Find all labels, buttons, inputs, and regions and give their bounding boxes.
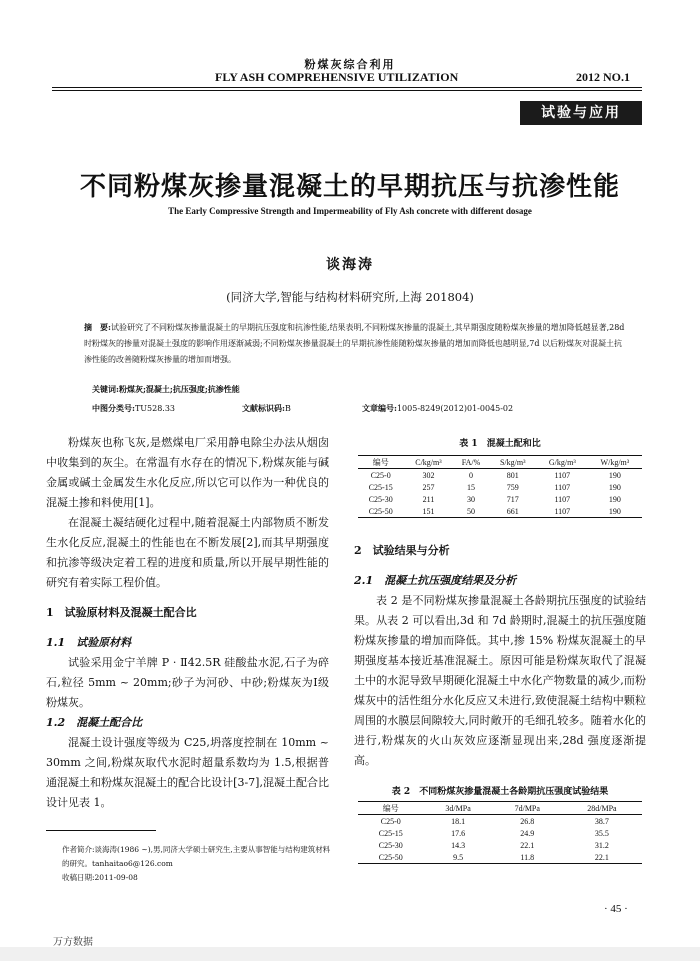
table-1-header-row (358, 456, 642, 469)
table-cell: 24.9 (520, 828, 535, 838)
table-cell: C25-0 (380, 816, 401, 826)
table-header-cell: 编号 (358, 802, 424, 815)
table-cell: C25-50 (358, 851, 424, 864)
page-number: · 45 · (604, 903, 628, 915)
journal-name-cn: 粉煤灰综合利用 (304, 58, 396, 71)
section-heading-1: 1 试验原材料及混凝土配合比 (46, 606, 197, 619)
abstract-label: 摘 要: (84, 322, 111, 332)
clc-label: 中图分类号: (92, 403, 135, 413)
table-header-cell: FA/% (453, 456, 488, 469)
table-cell: C25-30 (368, 494, 393, 504)
table-1 (358, 455, 642, 518)
table-1-caption: 表 1 混凝土配和比 (459, 439, 541, 449)
table-cell: 302 (422, 470, 435, 480)
table-row (358, 493, 642, 505)
table-cell: 31.2 (594, 840, 609, 850)
subsection-heading-1-1: 1.1 试验原材料 (46, 636, 132, 649)
table-row (358, 469, 642, 482)
table-header-cell: 28d/MPa (562, 802, 642, 815)
table-header-cell: C/kg/m³ (403, 456, 453, 469)
paragraph-materials: 试验采用金宁羊牌 P · Ⅱ42.5R 硅酸盐水泥,石子为碎石,粒径 5mm ~ 20mm;砂子为河砂、中砂;粉煤灰为Ⅰ级粉煤灰。 (46, 656, 329, 709)
table-cell: C25-0 (370, 470, 391, 480)
table-cell: 1107 (554, 470, 571, 480)
table-cell: 26.8 (520, 816, 535, 826)
footnote (62, 843, 332, 885)
section-label: 试验与应用 (520, 101, 642, 125)
table-1-body (358, 469, 642, 518)
table-cell: 22.1 (520, 840, 535, 850)
paragraph-results: 表 2 是不同粉煤灰掺量混凝土各龄期抗压强度的试验结果。从表 2 可以看出,3d 和 7d 龄期时,混凝土的抗压强度随粉煤灰掺量的增加而降低。其中,掺 15% 粉煤灰混凝土的早期强度基本接近基准混凝土。原因可能是粉煤灰取代了混凝土中的水泥导致早期硬化混凝土中水化产物数量的减少,而粉煤灰中的活性组分水化反应又未进行,致使混凝土结构中颗粒周围的水膜层间隙较大,同时敞开的毛细孔较多。随着水化的进行,粉煤灰的火山灰效应逐渐显现出来,28d 强度逐渐提高。 (354, 594, 646, 767)
table-header-cell: S/kg/m³ (489, 456, 537, 469)
paper-title: 不同粉煤灰掺量混凝土的早期抗压与抗渗性能 (79, 172, 620, 202)
doc-code-label: 文献标识码: (242, 403, 285, 413)
table-cell: 190 (608, 482, 621, 492)
affiliation: (同济大学,智能与结构材料研究所,上海 201804) (226, 290, 474, 304)
table-cell: 211 (422, 494, 435, 504)
table-cell: 759 (506, 482, 519, 492)
keywords-label: 关键词: (92, 384, 119, 394)
table-cell: 14.3 (451, 840, 466, 850)
table-cell: 190 (588, 505, 642, 518)
table-cell: 9.5 (424, 851, 493, 864)
footnote-rule (46, 830, 156, 831)
table-cell: 1107 (554, 494, 571, 504)
abstract-text: 试验研究了不同粉煤灰掺量混凝土的早期抗压强度和抗渗性能,结果表明,不同粉煤灰掺量的混凝土,其早期强度随粉煤灰掺量的增加降低越显著,28d 时粉煤灰的掺量对混凝土强度的影响作用逐渐减弱;不同粉煤灰掺量混凝土的早期抗渗性能随粉煤灰掺量的增加而降低也越明显,7d 以后粉煤灰对混凝土抗渗性能的改善随粉煤灰掺量的增加而增强。 (84, 323, 625, 364)
header-rule (52, 87, 642, 88)
subsection-heading-1-2: 1.2 混凝土配合比 (46, 716, 143, 729)
table-cell: 0 (469, 470, 474, 480)
table-cell: 18.1 (451, 816, 466, 826)
header-rule-thin (52, 90, 642, 91)
table-row (358, 505, 642, 518)
scan-margin (0, 947, 700, 961)
table-cell: 35.5 (594, 828, 609, 838)
table-cell: 257 (422, 482, 435, 492)
keywords-text: 粉煤灰;混凝土;抗压强度;抗渗性能 (118, 384, 240, 394)
paragraph-intro: 粉煤灰也称飞灰,是燃煤电厂采用静电除尘办法从烟囱中收集到的灰尘。在常温有水存在的情况下,粉煤灰能与碱金属或碱土金属发生水化反应,所以它可以作为一种优良的混凝土掺和料使用[1]。 (46, 436, 329, 509)
keywords (92, 384, 240, 395)
clc-value: TU528.33 (134, 404, 176, 413)
paper-title-en: The Early Compressive Strength and Impermeability of Fly Ash concrete with different dosage (168, 206, 532, 216)
table-cell: C25-50 (358, 505, 403, 518)
journal-name-en: FLY ASH COMPREHENSIVE UTILIZATION (215, 70, 459, 84)
table-cell: 15 (467, 482, 476, 492)
table-row (358, 851, 642, 864)
table-header-cell: 7d/MPa (493, 802, 562, 815)
table-cell: 38.7 (594, 816, 609, 826)
table-header-cell: W/kg/m³ (588, 456, 642, 469)
table-cell: 50 (453, 505, 488, 518)
table-cell: 22.1 (562, 851, 642, 864)
doc-code-value: B (284, 404, 291, 413)
table-cell: 1107 (537, 505, 588, 518)
paragraph-mix-design: 混凝土设计强度等级为 C25,坍落度控制在 10mm ~ 30mm 之间,粉煤灰取代水泥时超量系数均为 1.5,根据普通混凝土和粉煤灰混凝土的配合比设计[3-7],混凝土配合比设计见表 1。 (46, 736, 329, 809)
table-row (358, 481, 642, 493)
section-heading-2: 2 试验结果与分析 (354, 544, 450, 557)
table-cell: 190 (608, 494, 621, 504)
table-2-caption: 表 2 不同粉煤灰掺量混凝土各龄期抗压强度试验结果 (391, 787, 609, 797)
table-cell: 717 (506, 494, 519, 504)
table-header-cell: 编号 (358, 456, 403, 469)
table-cell: C25-15 (368, 482, 393, 492)
table-cell: C25-30 (378, 840, 403, 850)
table-cell: 1107 (554, 482, 571, 492)
author-note: 作者简介:谈海涛(1986 ~),男,同济大学硕士研究生,主要从事智能与结构建筑材料的研究。tanhaitao6@126.com (62, 845, 331, 868)
table-header-cell: G/kg/m³ (537, 456, 588, 469)
classification-line (92, 403, 513, 414)
abstract (84, 319, 628, 368)
table-cell: 661 (489, 505, 537, 518)
article-no-label: 文章编号: (362, 403, 397, 413)
received-date: 收稿日期:2011-09-08 (62, 873, 138, 882)
right-column (354, 541, 646, 771)
table-cell: C25-15 (378, 828, 403, 838)
table-cell: 801 (506, 470, 519, 480)
article-no-value: 1005-8249(2012)01-0045-02 (396, 404, 514, 413)
table-row (358, 839, 642, 851)
table-cell: 17.6 (451, 828, 466, 838)
table-row (358, 827, 642, 839)
issue-number: 2012 NO.1 (576, 70, 630, 84)
left-column (46, 433, 329, 813)
table-header-cell: 3d/MPa (424, 802, 493, 815)
table-2-body (358, 815, 642, 864)
table-2 (358, 801, 642, 864)
watermark: 万方数据 (53, 937, 93, 948)
author-name: 谈海涛 (326, 257, 374, 273)
table-row (358, 815, 642, 828)
table-cell: 11.8 (493, 851, 562, 864)
subsection-heading-2-1: 2.1 混凝土抗压强度结果及分析 (354, 574, 517, 587)
table-cell: 151 (403, 505, 453, 518)
paragraph-background: 在混凝土凝结硬化过程中,随着混凝土内部物质不断发生水化反应,混凝土的性能也在不断发展[2],而其早期强度和抗渗等级决定着工程的进度和质量,所以开展早期性能的研究有着实际工程价值。 (46, 516, 329, 589)
table-2-header-row (358, 802, 642, 815)
table-cell: 190 (608, 470, 621, 480)
table-cell: 30 (467, 494, 476, 504)
